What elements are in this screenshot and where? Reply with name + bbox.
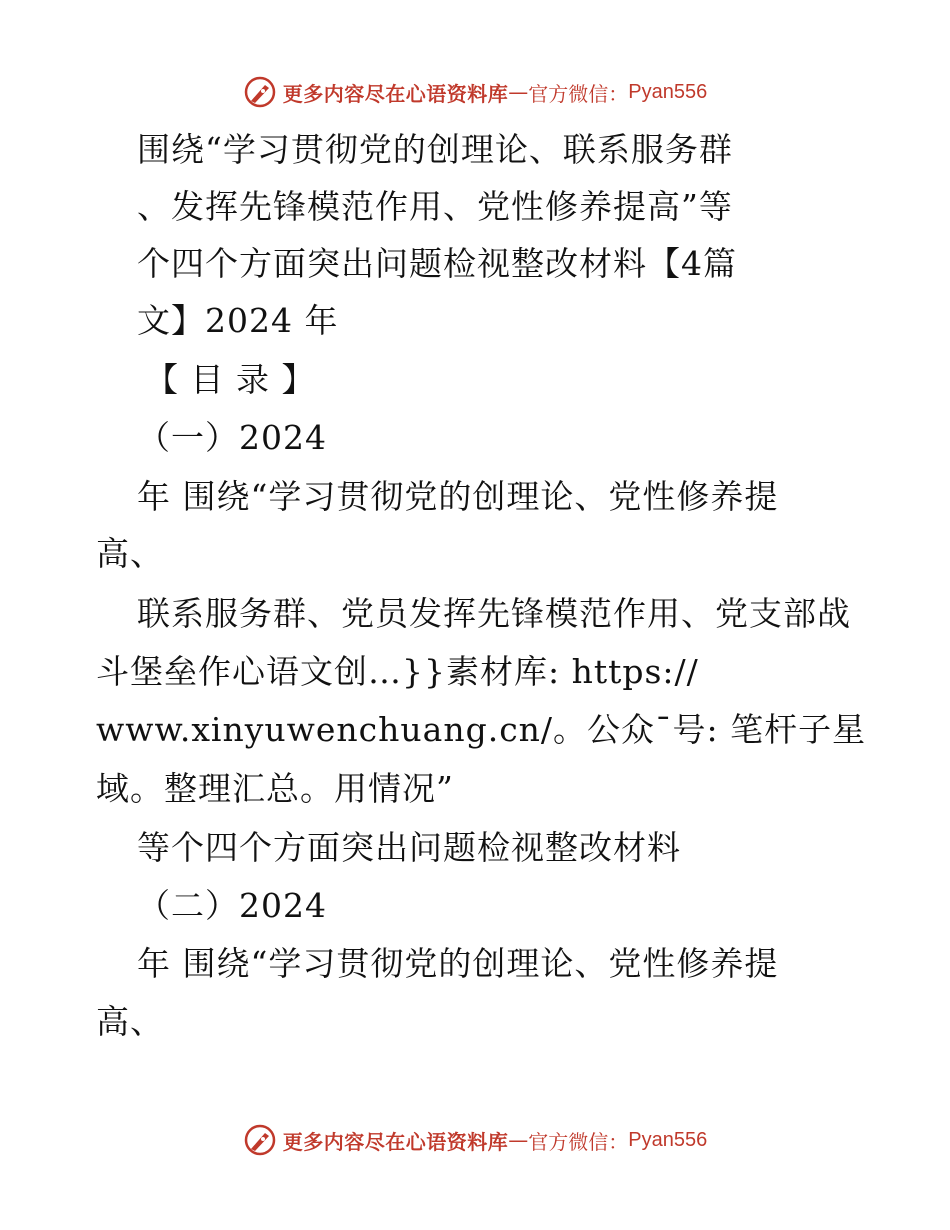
footer-banner-separator: — <box>508 1128 529 1152</box>
toc-item-1-line-3: 联系服务群、党员发挥先锋模范作用、党支部战 <box>137 594 851 633</box>
footer-banner <box>0 1120 950 1160</box>
toc-item-2-line-2: 高、 <box>96 1002 164 1041</box>
body-line-2: 、发挥先锋模范作用、党性修养提高”等 <box>137 187 733 226</box>
toc-heading: 【 目 录 】 <box>145 360 316 399</box>
body-line-4: 文】2024 年 <box>137 301 339 340</box>
body-line-1: 围绕“学习贯彻党的创理论、联系服务群 <box>137 130 733 169</box>
footer-wechat-id: Pyan556 <box>628 1128 708 1151</box>
header-banner <box>0 72 950 112</box>
toc-item-1-line-1: 年 围绕“学习贯彻党的创理论、党性修养提 <box>137 477 779 516</box>
toc-item-1-line-4: 斗堡垒作心语文创…}}素材库: https:// <box>96 652 699 691</box>
toc-item-1-line-5: www.xinyuwenchuang.cn/。公众¯号: 笔杆子星 <box>96 710 867 749</box>
toc-item-1-number: （一）2024 <box>137 418 327 457</box>
header-banner-text: 更多内容尽在心语资料库 <box>282 81 509 106</box>
toc-item-1-line-2: 高、 <box>96 534 164 573</box>
header-wechat-label: 官方微信： <box>528 81 629 106</box>
body-line-3: 个四个方面突出问题检视整改材料【4篇 <box>137 244 737 283</box>
pen-logo-icon <box>243 75 277 109</box>
header-banner-separator: — <box>508 80 529 104</box>
toc-item-1-line-6: 域。整理汇总。用情况” <box>96 769 454 808</box>
toc-item-2-number: （二）2024 <box>137 886 327 925</box>
footer-wechat-label: 官方微信： <box>528 1129 629 1154</box>
toc-item-2-line-1: 年 围绕“学习贯彻党的创理论、党性修养提 <box>137 944 779 983</box>
header-wechat-id: Pyan556 <box>628 80 708 103</box>
toc-item-1-line-7: 等个四个方面突出问题检视整改材料 <box>137 828 681 867</box>
footer-banner-text: 更多内容尽在心语资料库 <box>282 1129 509 1154</box>
pen-logo-icon <box>243 1123 277 1157</box>
